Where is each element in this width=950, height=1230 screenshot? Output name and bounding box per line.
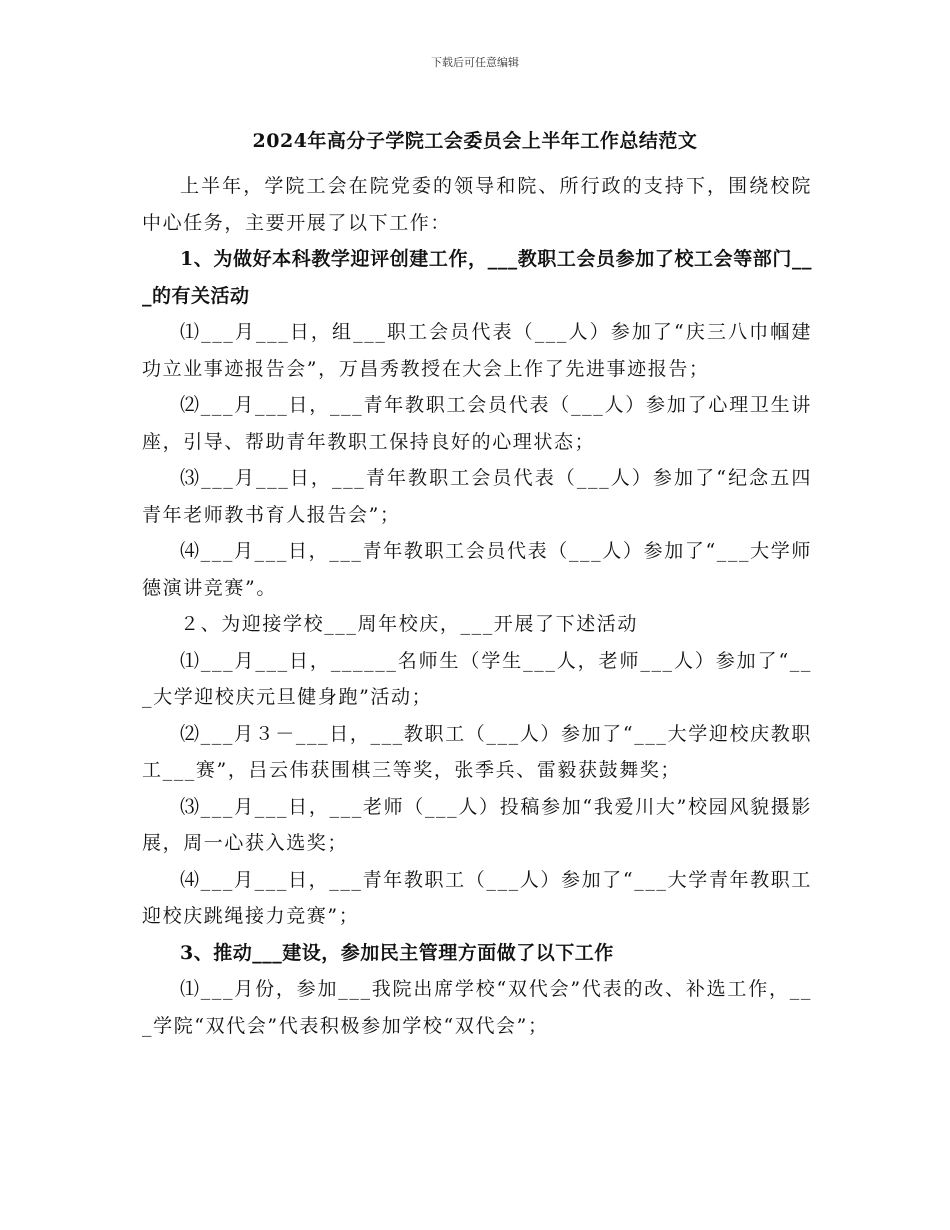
list-item: ⑷___月___日，___青年教职工（___人）参加了“___大学青年教职工迎校庆跳绳接力竞赛”； — [142, 868, 812, 927]
list-item: ⑵___月３－___日，___教职工（___人）参加了“___大学迎校庆教职工___赛”，吕云伟获围棋三等奖，张季兵、雷毅获鼓舞奖； — [142, 722, 812, 781]
document-title: 2024年高分子学院工会委员会上半年工作总结范文 — [252, 130, 698, 152]
list-item: ⑴___月份，参加___我院出席学校“双代会”代表的改、补选工作，___学院“双代会”代表积极参加学校“双代会”； — [142, 978, 812, 1037]
list-item: ⑶___月___日，___老师（___人）投稿参加“我爱川大”校园风貌摄影展，周一心获入选奖； — [142, 795, 812, 854]
list-item: ⑴___月___日，______名师生（学生___人，老师___人）参加了“___大学迎校庆元旦健身跑”活动； — [142, 649, 812, 708]
list-item: ⑷___月___日，___青年教职工会员代表（___人）参加了“___大学师德演讲竞赛”。 — [142, 540, 812, 599]
paragraph-intro: 上半年，学院工会在院党委的领导和院、所行政的支持下，围绕校院中心任务，主要开展了以下工作： — [142, 175, 812, 234]
section-heading-1: 1、为做好本科教学迎评创建工作，___教职工会员参加了校工会等部门___的有关活动 — [142, 248, 812, 307]
list-item: ⑴___月___日，组___职工会员代表（___人）参加了“庆三八巾帼建功立业事迹报告会”，万昌秀教授在大会上作了先进事迹报告； — [142, 321, 812, 380]
list-item: ⑶___月___日，___青年教职工会员代表（___人）参加了“纪念五四青年老师教书育人报告会”； — [142, 467, 812, 526]
document-body — [142, 168, 812, 1044]
header-note: 下载后可任意编辑 — [431, 56, 519, 69]
list-item: ⑵___月___日，___青年教职工会员代表（___人）参加了心理卫生讲座，引导、帮助青年教职工保持良好的心理状态； — [142, 394, 812, 453]
section-heading-3: 3、推动___建设，参加民主管理方面做了以下工作 — [180, 941, 614, 964]
section-heading-2: ２、为迎接学校___周年校庆，___开展了下述活动 — [180, 613, 639, 635]
